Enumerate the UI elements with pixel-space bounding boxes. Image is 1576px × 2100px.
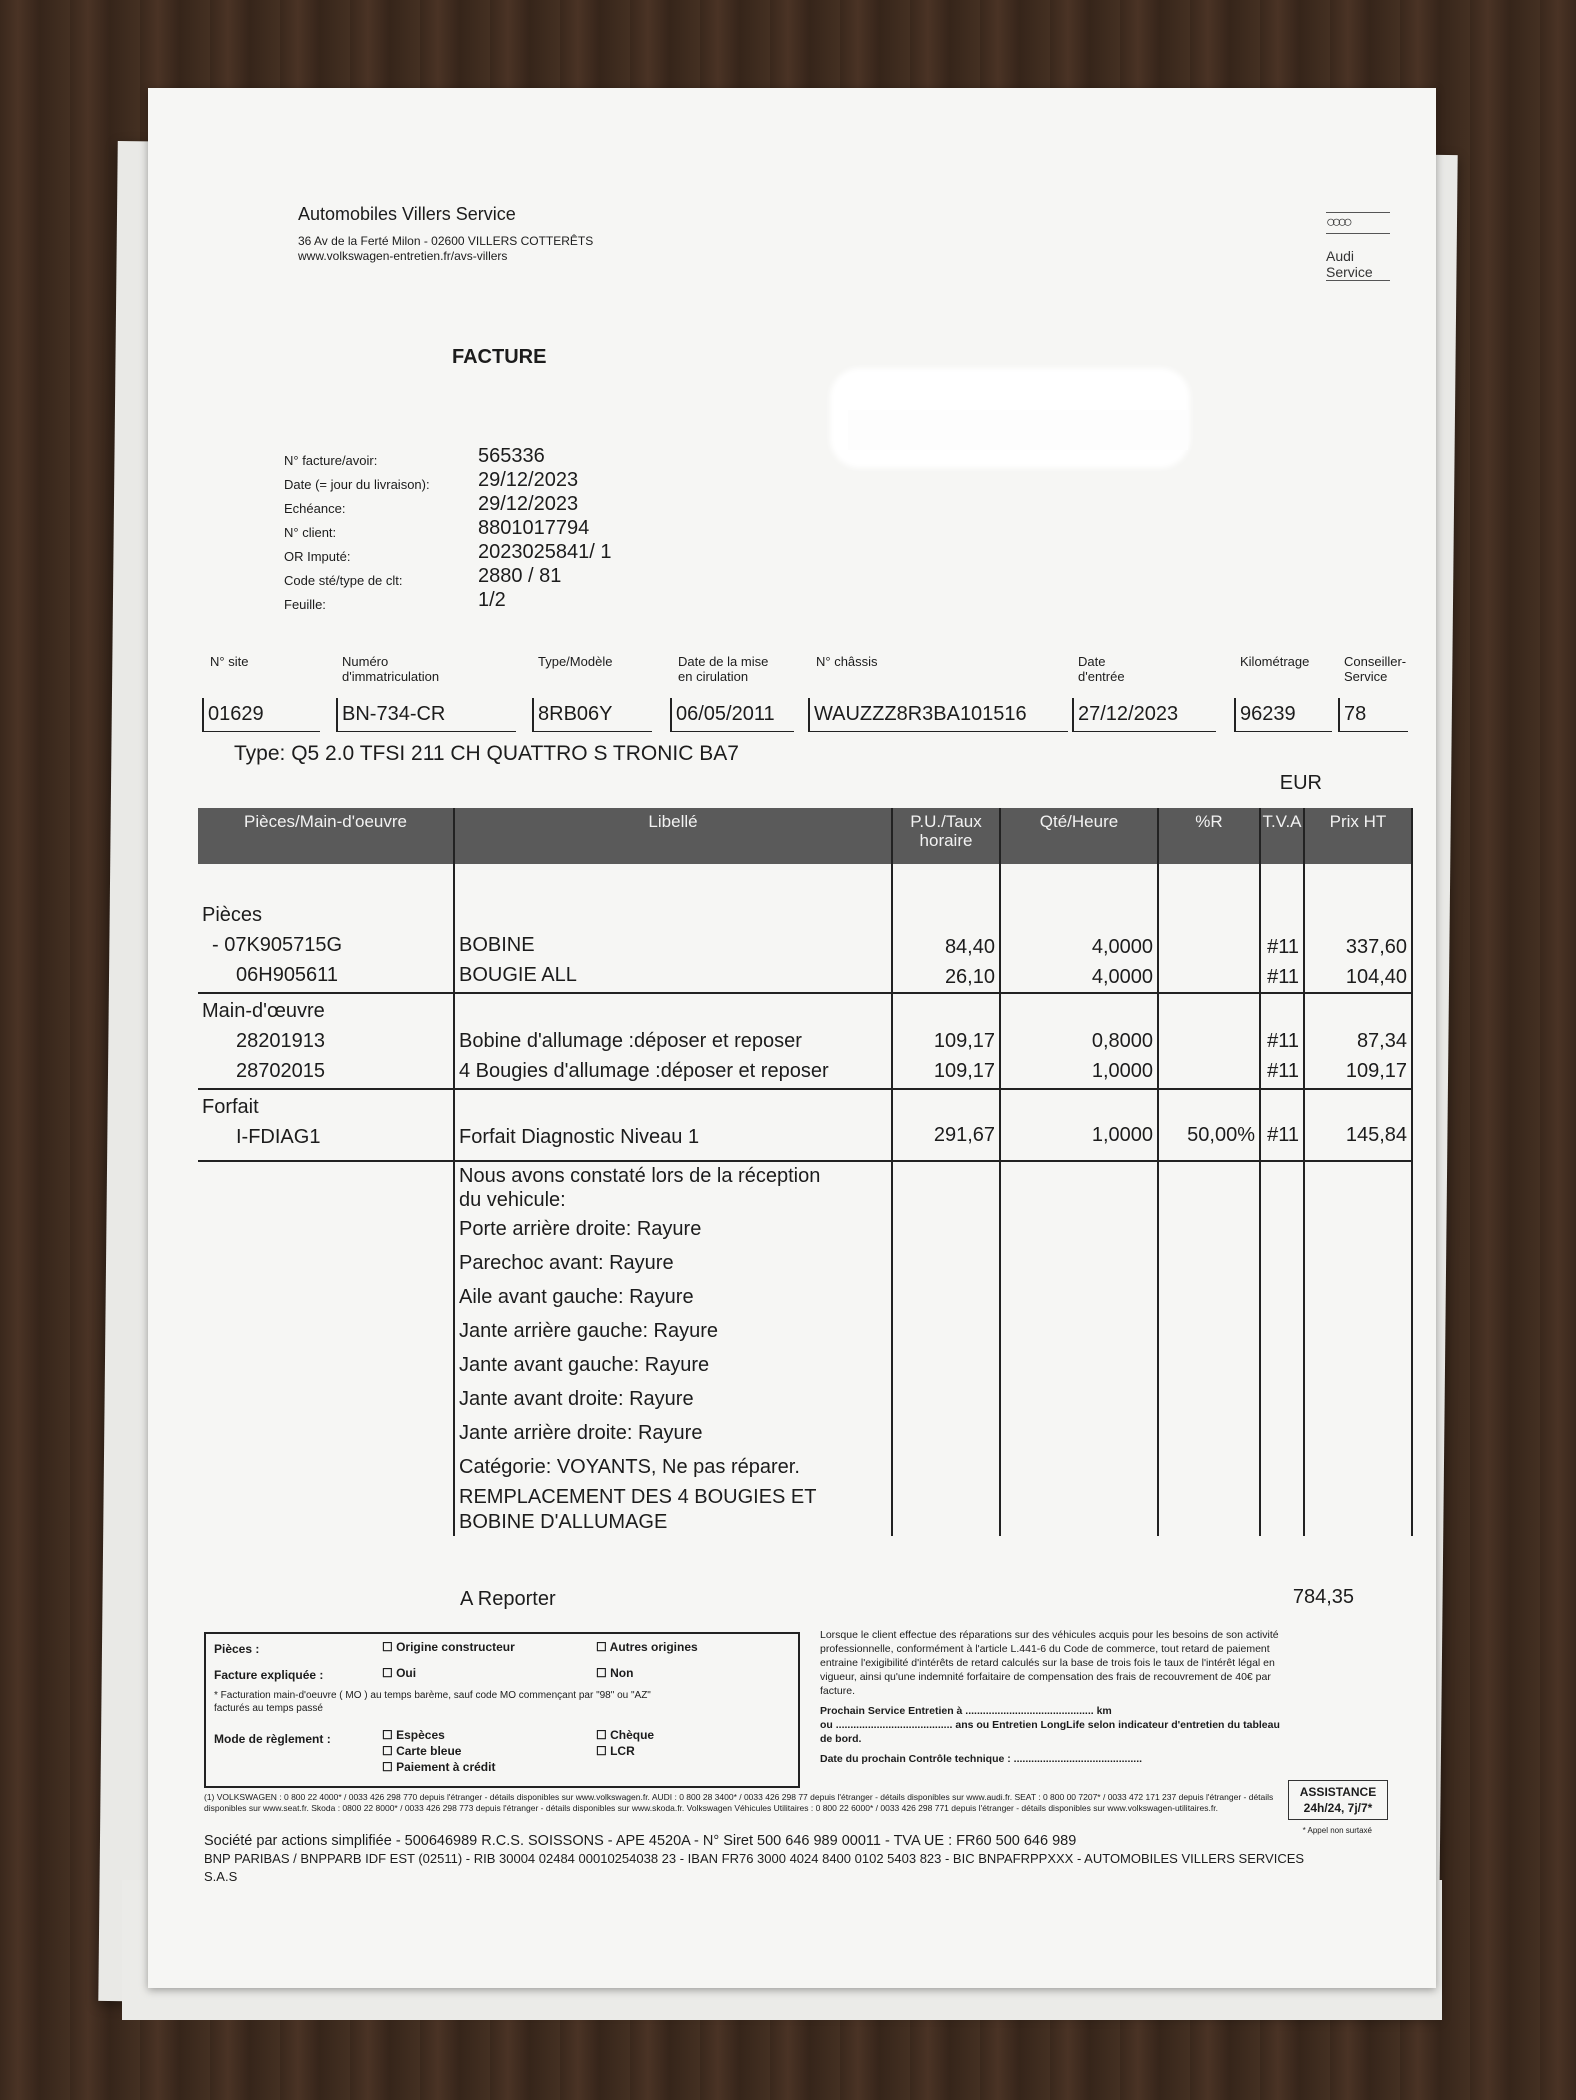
vehicle-header-date-entree-2: d'entrée [1078,669,1125,684]
payment-option-cheque [596,1728,654,1742]
carry-forward-value: 784,35 [1292,1586,1354,1608]
facture-label: Facture expliquée : [214,1668,324,1682]
line-price: 26,10 [944,966,995,988]
cell-total [1304,864,1412,993]
invoice-page [148,88,1436,1988]
line-price: 109,17 [933,1060,995,1082]
meta-value: 1/2 [478,589,506,611]
group-label: Forfait [202,1096,259,1118]
checkbox-icon: ☐ [382,1744,397,1758]
line-label: BOBINE [459,934,535,956]
meta-label: N° client: [284,525,337,540]
payment-label: Mode de règlement : [214,1732,331,1746]
meta-value: 565336 [478,445,545,467]
vehicle-advisor: 78 [1338,698,1408,732]
line-code: 28702015 [236,1060,325,1082]
table-group-labour [198,993,1412,1089]
checkbox-icon: ☐ [596,1640,610,1654]
company-name: Automobiles Villers Service [298,204,516,224]
facture-option-1 [382,1666,416,1680]
cell-discount [1158,993,1260,1089]
line-vat: #11 [1267,1030,1299,1052]
footer-brand-contacts: (1) VOLKSWAGEN : 0 800 22 4000* / 0033 426 298 770 depuis l'étranger - détails disponibles sur www.volkswagen.fr. AUDI : 0 800 28 3400* / 0033 426 298 77 depuis l'étranger - détails disponibles sur www.audi.fr. SEAT : 0 800 00 7207* / 0033 472 171 237 depuis l'étranger - détails disponibles sur www.seat.fr. Skoda : 0800 22 8000* / 0033 426 298 773 depuis l'étranger - détails disponibles sur www.skoda.fr. Volkswagen Véhicules Utilitaires : 0 800 22 6000* / 0033 426 298 771 depuis l'étranger - détails disponibles sur www.volkswagen-utilitaires.fr. [204,1792,1274,1813]
cell-qty [1000,864,1158,993]
brand-line-2: Service [1326,264,1390,281]
pieces-label: Pièces : [214,1642,260,1656]
vehicle-header-advisor-2: Service [1344,669,1388,684]
pieces-option-1 [382,1640,515,1654]
meta-value: 29/12/2023 [478,493,579,515]
audi-service-logo [1326,212,1390,281]
vehicle-header-advisor-1: Conseiller- [1344,654,1407,669]
line-price: 109,17 [933,1030,995,1052]
checkbox-icon: ☐ [382,1728,397,1742]
cell-vat [1260,864,1304,993]
option-label: Chèque [610,1728,655,1742]
group-label: Pièces [202,904,263,926]
remark-line: Parechoc avant: Rayure [459,1252,674,1274]
remark-line: Nous avons constaté lors de la réception [459,1165,821,1187]
line-total: 104,40 [1345,966,1407,988]
col-header-label: Libellé [454,808,892,864]
option-label: Paiement à crédit [396,1760,496,1774]
currency: EUR [1279,772,1322,794]
line-total: 109,17 [1345,1060,1407,1082]
company-address-block [298,234,593,264]
checkbox-icon: ☐ [596,1666,611,1680]
cell-qty [1000,993,1158,1089]
line-discount: 50,00% [1187,1124,1255,1146]
carry-forward-label: A Reporter [460,1588,556,1610]
option-label: Espèces [396,1728,445,1742]
payment-option-card [382,1744,461,1758]
line-qty: 0,8000 [1091,1030,1153,1052]
cell-codes [198,864,454,993]
cell-prices [892,1089,1000,1161]
vehicle-header-immat-1: Numéro [342,654,389,669]
col-header-price-1: P.U./Taux [910,812,982,831]
remark-line: Jante avant droite: Rayure [459,1388,694,1410]
audi-rings-icon: ○○○○ [1326,212,1390,234]
company-address: 36 Av de la Ferté Milon - 02600 VILLERS COTTERÊTS [298,234,594,248]
options-box [204,1632,800,1788]
footer-line-2: BNP PARIBAS / BNPPARB IDF EST (02511) - RIB 30004 02484 00010254038 23 - IBAN FR76 3000 4024 8400 0102 5403 823 - BIC BNPAFRPPXXX - AUTOMOBILES VILLERS SERVICES S.A.S [204,1851,1305,1884]
vehicle-date-circ: 06/05/2011 [670,698,794,732]
line-discount [1159,932,1255,962]
meta-label: Feuille: [284,597,326,612]
vehicle-model: 8RB06Y [532,698,652,732]
line-qty: 4,0000 [1091,936,1153,958]
cell-vat [1260,993,1304,1089]
option-label: Origine constructeur [396,1640,515,1654]
checkbox-icon: ☐ [382,1640,397,1654]
table-header-row [198,808,1412,864]
remark-line: Porte arrière droite: Rayure [459,1218,702,1240]
assistance-line-1: ASSISTANCE [1299,1785,1377,1799]
document-title: FACTURE [452,346,547,368]
meta-value: 29/12/2023 [478,469,579,491]
col-header-qty: Qté/Heure [1000,808,1158,864]
cell-empty [198,1161,454,1536]
vehicle-header-km: Kilométrage [1240,654,1310,669]
meta-row [284,468,611,492]
cell-empty [1000,1161,1158,1536]
meta-value: 2880 / 81 [478,565,562,587]
next-service-line-2: ou ........................................ ans ou Entretien LongLife selon indicateur d'entretien du tableau de bord. [820,1719,1280,1745]
redacted-address-overlay [848,410,1188,450]
invoice-meta [284,444,611,612]
line-total: 87,34 [1356,1030,1407,1052]
meta-row [284,492,611,516]
vehicle-header-immat [342,654,439,684]
cell-total [1304,993,1412,1089]
vehicle-date-entree: 27/12/2023 [1072,698,1216,732]
line-code: 06H905611 [236,964,338,986]
vehicle-header-date-circ-2: en cirulation [678,669,749,684]
brand-line-1: Audi [1326,248,1355,264]
checkbox-icon: ☐ [596,1744,611,1758]
remark-line: REMPLACEMENT DES 4 BOUGIES ET [459,1486,817,1508]
cell-total [1304,1089,1412,1161]
line-qty: 1,0000 [1091,1124,1153,1146]
line-discount [1159,962,1255,992]
cell-empty [1260,1161,1304,1536]
assistance-badge [1288,1780,1388,1820]
vehicle-header-advisor [1344,654,1406,684]
vehicle-header-date-circ [678,654,768,684]
vehicle-header-chassis: N° châssis [816,654,878,669]
meta-label: Code sté/type de clt: [284,573,403,588]
line-vat: #11 [1267,1124,1299,1146]
cell-empty [1158,1161,1260,1536]
line-vat: #11 [1267,966,1299,988]
line-label: BOUGIE ALL [459,964,577,986]
line-total: 337,60 [1345,936,1407,958]
vehicle-header-date-entree-1: Date [1078,654,1106,669]
cell-vat [1260,1089,1304,1161]
checkbox-icon: ☐ [596,1728,611,1742]
company-website: www.volkswagen-entretien.fr/avs-villers [298,249,508,263]
line-qty: 1,0000 [1091,1060,1153,1082]
table-group-pieces [198,864,1412,993]
vehicle-immat: BN-734-CR [336,698,516,732]
remark-line: Jante arrière droite: Rayure [459,1422,703,1444]
legal-paragraph: Lorsque le client effectue des réparations sur des véhicules acquis pour les besoins de son activité professionnelle, conformément à l'article L.441-6 du Code de commerce, tout retard de paiement entraine l'exigibilité d'intérêts de retard calculés sur la base de trois fois le taux de l'intérêt légal en vigueur, ainsi qu'une indemnité forfaitaire de compensation des frais de recouvrement de 40€ par facture. [820,1629,1279,1697]
cell-remarks [454,1161,892,1536]
cell-codes [198,1089,454,1161]
invoice-lines-table [198,808,1413,1536]
option-label: LCR [610,1744,635,1758]
checkbox-icon: ☐ [382,1666,397,1680]
line-code: - 07K905715G [212,934,343,956]
vehicle-chassis: WAUZZZ8R3BA101516 [808,698,1068,732]
option-label: Oui [396,1666,417,1680]
line-code: I-FDIAG1 [236,1126,321,1148]
col-header-part: Pièces/Main-d'oeuvre [198,808,454,864]
cell-labels [454,1089,892,1161]
payment-option-cash [382,1728,445,1742]
payment-option-lcr [596,1744,635,1758]
payment-option-credit [382,1760,495,1774]
assistance-note: * Appel non surtaxé [1302,1826,1372,1835]
cell-prices [892,993,1000,1089]
facture-option-2 [596,1666,633,1680]
remark-line: Jante avant gauche: Rayure [459,1354,710,1376]
cell-prices [892,864,1000,993]
meta-row [284,516,611,540]
meta-row [284,444,611,468]
mo-note-2: facturés au temps passé [214,1703,323,1714]
remark-line: Jante arrière gauche: Rayure [459,1320,719,1342]
checkbox-icon: ☐ [382,1760,397,1774]
cell-labels [454,864,892,993]
col-header-price-2: horaire [919,831,973,850]
meta-value: 8801017794 [478,517,590,539]
option-label: Non [610,1666,634,1680]
vehicle-type-line: Type: Q5 2.0 TFSI 211 CH QUATTRO S TRONIC BA7 [234,742,739,765]
meta-label: OR Imputé: [284,549,351,564]
meta-label: Date (= jour du livraison): [284,477,430,492]
remark-line: Catégorie: VOYANTS, Ne pas réparer. [459,1456,800,1478]
line-qty: 4,0000 [1091,966,1153,988]
meta-row [284,540,611,564]
meta-row [284,588,611,612]
cell-discount [1158,1089,1260,1161]
cell-codes [198,993,454,1089]
vehicle-header-date-circ-1: Date de la mise [678,654,769,669]
assistance-line-2: 24h/24, 7j/7* [1303,1801,1373,1815]
cell-discount [1158,864,1260,993]
line-price: 291,67 [933,1124,995,1146]
table-remarks-row [198,1161,1412,1536]
line-label: Bobine d'allumage :déposer et reposer [459,1030,802,1052]
line-total: 145,84 [1345,1124,1407,1146]
vehicle-header-site: N° site [210,654,249,669]
meta-row [284,564,611,588]
next-service-line-1: Prochain Service Entretien à ............................................ km [820,1705,1112,1717]
line-discount [1159,1026,1255,1056]
col-header-price [892,808,1000,864]
meta-label: Echéance: [284,501,346,516]
line-label: Forfait Diagnostic Niveau 1 [459,1126,700,1148]
line-vat: #11 [1267,1060,1299,1082]
meta-value: 2023025841/ 1 [478,541,612,563]
vehicle-header-date-entree [1078,654,1125,684]
table-group-forfait [198,1089,1412,1161]
remark-line: Aile avant gauche: Rayure [459,1286,694,1308]
vehicle-header-immat-2: d'immatriculation [342,669,440,684]
vehicle-km: 96239 [1234,698,1332,732]
remark-line: du vehicule: [459,1189,566,1211]
meta-label: N° facture/avoir: [284,453,378,468]
option-label: Carte bleue [396,1744,462,1758]
mo-note-1: * Facturation main-d'oeuvre ( MO ) au temps barème, sauf code MO commençant par "98" ou "AZ" [214,1690,651,1701]
next-control-line: Date du prochain Contrôle technique : ............................................ [820,1753,1143,1765]
legal-text [820,1628,1290,1772]
vehicle-site: 01629 [202,698,320,732]
cell-empty [1304,1161,1412,1536]
pieces-option-2 [596,1640,698,1654]
col-header-total: Prix HT [1304,808,1412,864]
cell-labels [454,993,892,1089]
line-vat: #11 [1267,936,1299,958]
col-header-discount: %R [1158,808,1260,864]
footer-legal [204,1832,1334,1886]
cell-qty [1000,1089,1158,1161]
line-label: 4 Bougies d'allumage :déposer et reposer [459,1060,829,1082]
option-label: Autres origines [609,1640,698,1654]
vehicle-header-model: Type/Modèle [538,654,613,669]
group-label: Main-d'œuvre [202,1000,325,1022]
line-discount [1159,1056,1255,1086]
col-header-vat: T.V.A [1260,808,1304,864]
footer-line-1: Société par actions simplifiée - 500646989 R.C.S. SOISSONS - APE 4520A - N° Siret 500 646 989 00011 - TVA UE : FR60 500 646 989 [204,1833,1077,1849]
remark-line: BOBINE D'ALLUMAGE [459,1511,668,1533]
line-price: 84,40 [944,936,995,958]
line-code: 28201913 [236,1030,325,1052]
cell-empty [892,1161,1000,1536]
